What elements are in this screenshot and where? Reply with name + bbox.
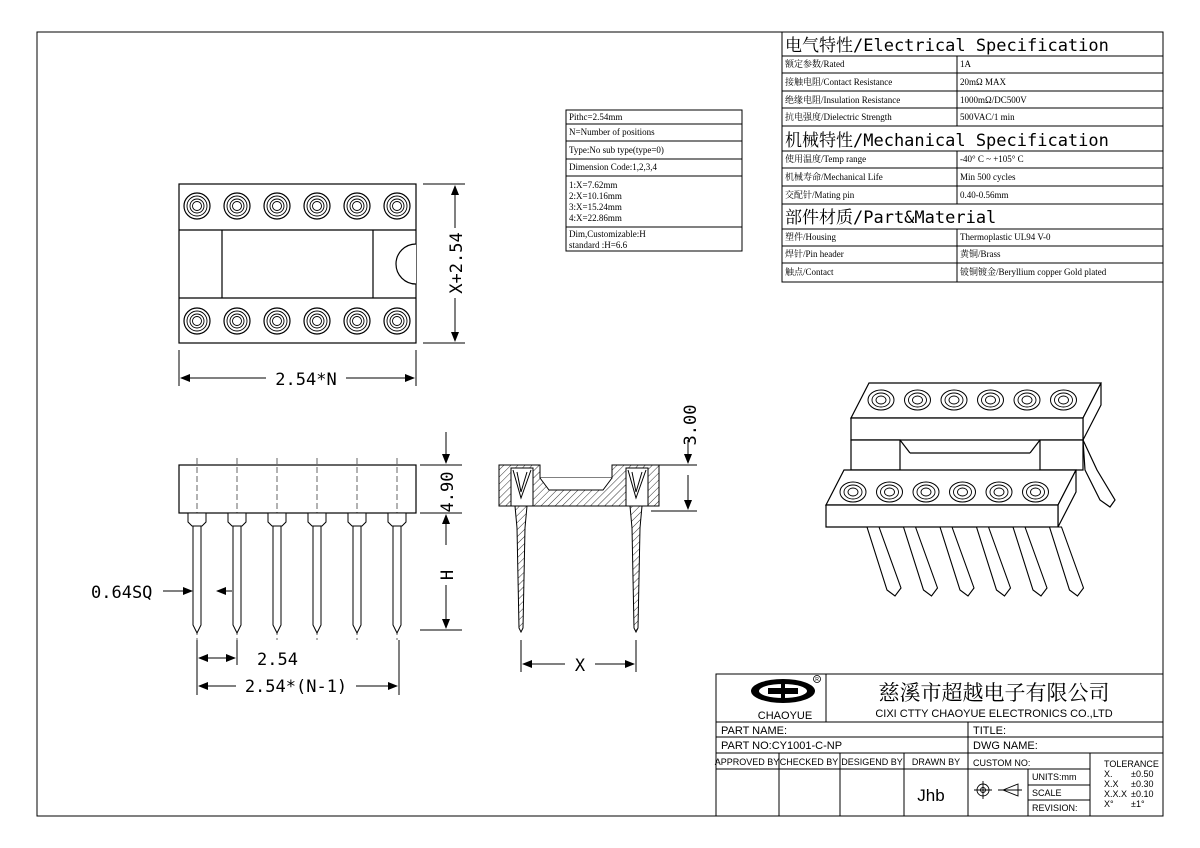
iso-contact-icon xyxy=(1014,390,1040,410)
pin xyxy=(388,458,406,640)
note-x4: 4:X=22.86mm xyxy=(569,213,622,223)
dim-side-x: X xyxy=(574,656,586,676)
mech-value-2: 0.40-0.56mm xyxy=(960,190,1009,200)
front-view-pins xyxy=(188,458,406,640)
iso-contact-icon xyxy=(913,482,939,502)
dim-pitch: 2.54 xyxy=(257,650,298,670)
note-custom1: Dim,Customizable:H xyxy=(569,229,646,239)
iso-contact-icon xyxy=(986,482,1012,502)
mechanical-heading: 机械特性/Mechanical Specification xyxy=(785,131,1109,151)
registered-mark-icon: R xyxy=(815,677,819,683)
projection-symbol-icon xyxy=(974,781,1022,799)
dim-span: 2.54*(N-1) xyxy=(244,677,348,697)
note-x2: 2:X=10.16mm xyxy=(569,191,622,201)
drawn-by-value: Jhb xyxy=(917,786,945,805)
tolerance-key: X.X xyxy=(1104,779,1119,789)
elec-label-1: 接触电阻/Contact Resistance xyxy=(785,77,893,87)
mat-value-1: 黄铜/Brass xyxy=(960,249,1001,259)
contact-socket-icon xyxy=(304,193,330,219)
contact-socket-icon xyxy=(344,193,370,219)
notes-text xyxy=(569,112,664,250)
pin xyxy=(268,458,286,640)
iso-contact-icon xyxy=(1023,482,1049,502)
tolerance-value: ±1° xyxy=(1131,799,1145,809)
iso-contact-icon xyxy=(978,390,1004,410)
elec-value-3: 500VAC/1 min xyxy=(960,112,1015,122)
contact-socket-icon xyxy=(384,308,410,334)
elec-label-0: 额定参数/Rated xyxy=(785,59,845,69)
note-custom2: standard :H=6.6 xyxy=(569,240,628,250)
contact-socket-icon xyxy=(344,308,370,334)
pin xyxy=(308,458,326,640)
contact-socket-icon xyxy=(224,308,250,334)
custom-no-label: CUSTOM NO: xyxy=(973,758,1031,768)
iso-pin xyxy=(977,527,1011,596)
tolerance-key: X. xyxy=(1104,769,1113,779)
iso-contact-icon xyxy=(840,482,866,502)
mat-label-2: 触点/Contact xyxy=(785,267,834,277)
pin xyxy=(348,458,366,640)
iso-contact-icon xyxy=(877,482,903,502)
tolerance-value: ±0.50 xyxy=(1131,769,1154,779)
revision-label: REVISION: xyxy=(1032,803,1078,813)
iso-pin xyxy=(867,527,901,596)
iso-contact-icon xyxy=(941,390,967,410)
contact-socket-icon xyxy=(224,193,250,219)
dim-h: H xyxy=(438,569,458,581)
tolerance-key: X.X.X xyxy=(1104,789,1128,799)
elec-value-1: 20mΩ MAX xyxy=(960,77,1006,87)
drawn-by: DRAWN BY xyxy=(911,757,961,767)
mech-label-1: 机械寿命/Mechanical Life xyxy=(785,172,883,182)
dwg-name-label: DWG NAME: xyxy=(973,740,1038,752)
top-view xyxy=(179,184,416,343)
dim-side-top: 3.00 xyxy=(681,404,701,446)
iso-pin xyxy=(904,527,938,596)
side-section-view xyxy=(499,440,697,672)
mech-value-0: -40° C ~ +105° C xyxy=(960,154,1024,164)
pin xyxy=(228,458,246,640)
approved-by: APPROVED BY xyxy=(714,757,780,767)
title-label: TITLE: xyxy=(973,725,1007,737)
dim-width-top: 2.54*N xyxy=(275,370,337,390)
iso-pin xyxy=(1050,527,1084,596)
elec-value-0: 1A xyxy=(960,59,971,69)
material-heading: 部件材质/Part&Material xyxy=(785,208,997,228)
note-x1: 1:X=7.62mm xyxy=(569,180,618,190)
chaoyue-logo xyxy=(751,676,821,704)
contact-socket-icon xyxy=(264,193,290,219)
units-label: UNITS:mm xyxy=(1032,772,1077,782)
part-no: PART NO:CY1001-C-NP xyxy=(721,740,843,752)
iso-contact-icon xyxy=(868,390,894,410)
spec-table-text xyxy=(785,36,1109,277)
iso-contact-icon xyxy=(950,482,976,502)
scale-label: SCALE xyxy=(1032,788,1062,798)
dim-pin-sq: 0.64SQ xyxy=(91,583,153,603)
tolerance-key: X° xyxy=(1104,799,1114,809)
iso-contact-icon xyxy=(905,390,931,410)
elec-value-2: 1000mΩ/DC500V xyxy=(960,95,1027,105)
dim-body: 4.90 xyxy=(438,471,458,513)
part-name-label: PART NAME: xyxy=(721,725,788,737)
contact-socket-icon xyxy=(184,193,210,219)
mat-label-1: 焊针/Pin header xyxy=(785,249,844,259)
contact-socket-icon xyxy=(264,308,290,334)
dim-height-top: X+2.54 xyxy=(447,232,467,294)
tolerance-label: TOLERANCE xyxy=(1104,759,1159,769)
tolerance-rows xyxy=(1104,769,1153,809)
mat-label-0: 塑件/Housing xyxy=(785,232,837,242)
iso-contact-icon xyxy=(1051,390,1077,410)
company-en: CIXI CTTY CHAOYUE ELECTRONICS CO.,LTD xyxy=(875,708,1113,720)
elec-label-3: 抗电强度/Dielectric Strength xyxy=(785,112,892,122)
logo-text: CHAOYUE xyxy=(757,710,813,722)
electrical-heading: 电气特性/Electrical Specification xyxy=(785,36,1109,56)
note-n: N=Number of positions xyxy=(569,127,655,137)
elec-label-2: 绝缘电阻/Insulation Resistance xyxy=(785,95,901,105)
mech-label-2: 交配针/Mating pin xyxy=(785,190,855,200)
contact-socket-icon xyxy=(304,308,330,334)
pin xyxy=(188,458,206,640)
note-x3: 3:X=15.24mm xyxy=(569,202,622,212)
note-pitch: Pithc=2.54mm xyxy=(569,112,623,122)
tolerance-value: ±0.30 xyxy=(1131,779,1154,789)
checked-by: CHECKED BY xyxy=(779,757,839,767)
iso-pin xyxy=(1013,527,1047,596)
company-cn: 慈溪市超越电子有限公司 xyxy=(878,681,1110,705)
top-view-contacts xyxy=(184,193,410,334)
mech-value-1: Min 500 cycles xyxy=(960,172,1016,182)
mat-value-2: 铍铜镀金/Beryllium copper Gold plated xyxy=(960,267,1107,277)
iso-pin xyxy=(940,527,974,596)
note-type: Type:No sub type(type=0) xyxy=(569,145,664,155)
front-view xyxy=(179,465,416,513)
tolerance-value: ±0.10 xyxy=(1131,789,1154,799)
contact-socket-icon xyxy=(384,193,410,219)
note-dimcode: Dimension Code:1,2,3,4 xyxy=(569,162,657,172)
designed-by: DESIGEND BY xyxy=(841,757,903,767)
contact-socket-icon xyxy=(184,308,210,334)
mat-value-0: Thermoplastic UL94 V-0 xyxy=(960,232,1051,242)
mech-label-0: 使用温度/Temp range xyxy=(785,154,867,164)
